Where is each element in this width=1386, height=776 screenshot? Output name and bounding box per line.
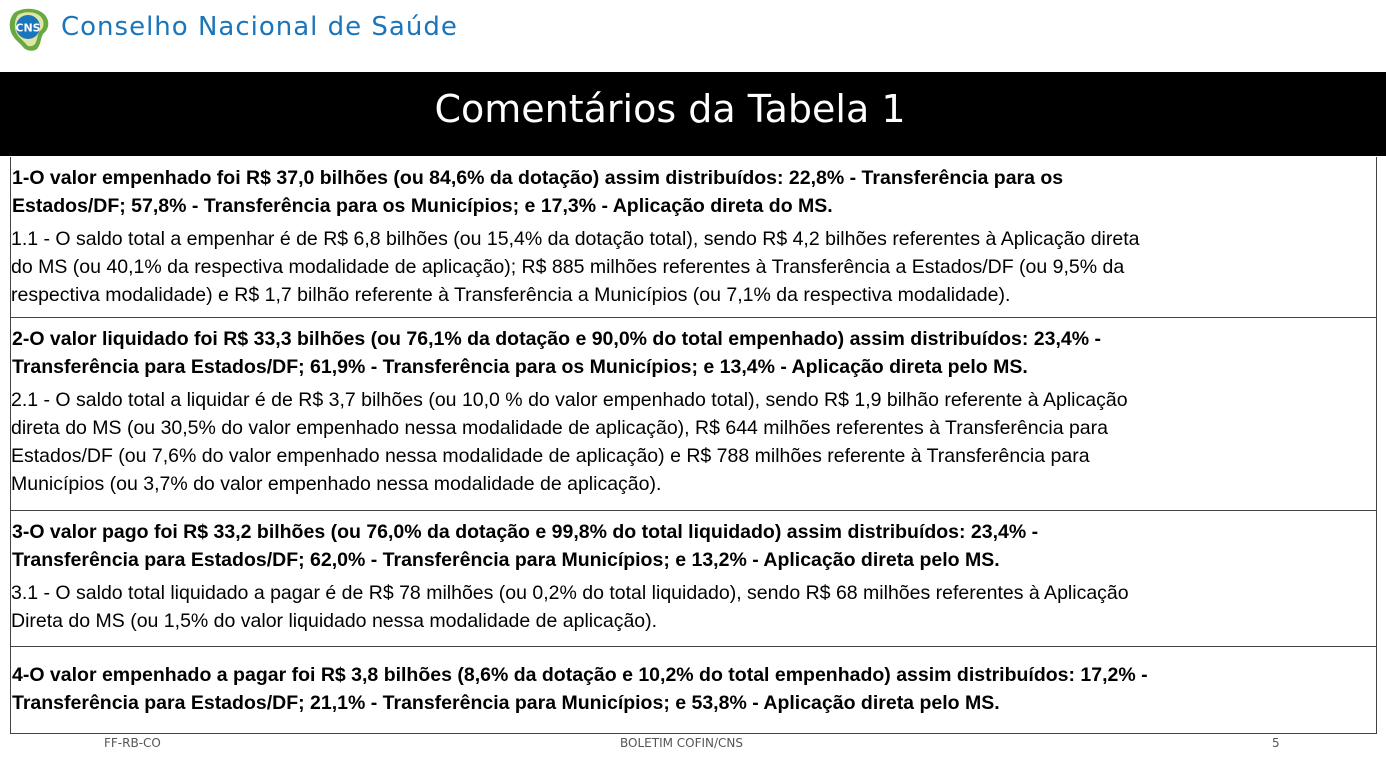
comment-section-3 [11, 510, 1376, 647]
org-name: Conselho Nacional de Saúde [61, 12, 458, 42]
detail-line: do MS (ou 40,1% da respectiva modalidade de aplicação); R$ 885 milhões referentes à Transferência a Estados/DF (ou 9,5% da [11, 256, 1125, 278]
comments-table [10, 157, 1377, 734]
logo-text: CNS [15, 21, 41, 35]
title-bar [0, 72, 1386, 156]
lead-line: Transferência para Estados/DF; 62,0% - Transferência para Municípios; e 13,2% - Aplicação direta pelo MS. [12, 549, 1000, 571]
lead-line: Transferência para Estados/DF; 21,1% - Transferência para Municípios; e 53,8% - Aplicação direta pelo MS. [12, 692, 1000, 714]
footer-left: FF-RB-CO [104, 736, 161, 750]
section-detail [11, 579, 1376, 635]
section-lead [12, 325, 1376, 381]
comment-section-4 [11, 646, 1376, 734]
section-lead [12, 661, 1376, 717]
lead-line: 1-O valor empenhado foi R$ 37,0 bilhões (ou 84,6% da dotação) assim distribuídos: 22,8% - Transferência para os [12, 167, 1064, 189]
comment-section-1 [11, 157, 1376, 317]
cns-logo-icon [4, 5, 52, 53]
detail-line: 3.1 - O saldo total liquidado a pagar é de R$ 78 milhões (ou 0,2% do total liquidado), sendo R$ 68 milhões referentes à Aplicação [11, 582, 1129, 604]
lead-line: 2-O valor liquidado foi R$ 33,3 bilhões (ou 76,1% da dotação e 90,0% do total empenhado) assim distribuídos: 23,4% - [12, 328, 1101, 350]
detail-line: Estados/DF (ou 7,6% do valor empenhado nessa modalidade de aplicação) e R$ 788 milhões referente à Transferência para [11, 445, 1090, 467]
detail-line: 2.1 - O saldo total a liquidar é de R$ 3,7 bilhões (ou 10,0 % do valor empenhado total), sendo R$ 1,9 bilhão referente à Aplicação [11, 389, 1128, 411]
detail-line: direta do MS (ou 30,5% do valor empenhado nessa modalidade de aplicação), R$ 644 milhões referentes à Transferência para [11, 417, 1108, 439]
section-detail [11, 386, 1376, 498]
lead-line: 3-O valor pago foi R$ 33,2 bilhões (ou 76,0% da dotação e 99,8% do total liquidado) assim distribuídos: 23,4% - [12, 521, 1039, 543]
lead-line: 4-O valor empenhado a pagar foi R$ 3,8 bilhões (8,6% da dotação e 10,2% do total empenhado) assim distribuídos: 17,2% - [12, 664, 1148, 686]
lead-line: Estados/DF; 57,8% - Transferência para os Municípios; e 17,3% - Aplicação direta do MS. [12, 195, 833, 217]
footer-center: BOLETIM COFIN/CNS [620, 736, 744, 750]
detail-line: Direta do MS (ou 1,5% do valor liquidado nessa modalidade de aplicação). [11, 610, 658, 632]
detail-line: Municípios (ou 3,7% do valor empenhado nessa modalidade de aplicação). [11, 473, 662, 495]
lead-line: Transferência para Estados/DF; 61,9% - Transferência para os Municípios; e 13,4% - Aplicação direta pelo MS. [12, 356, 1028, 378]
detail-line: 1.1 - O saldo total a empenhar é de R$ 6,8 bilhões (ou 15,4% da dotação total), sendo R$ 4,2 bilhões referentes à Aplicação direta [11, 228, 1140, 250]
section-lead [12, 164, 1376, 220]
section-detail [11, 225, 1376, 309]
page-header [0, 0, 1386, 72]
detail-line: respectiva modalidade) e R$ 1,7 bilhão referente à Transferência a Municípios (ou 7,1% da respectiva modalidade). [11, 284, 1011, 306]
section-lead [12, 518, 1376, 574]
page-number: 5 [1272, 736, 1280, 750]
page-title: Comentários da Tabela 1 [434, 87, 906, 131]
comment-section-2 [11, 317, 1376, 511]
